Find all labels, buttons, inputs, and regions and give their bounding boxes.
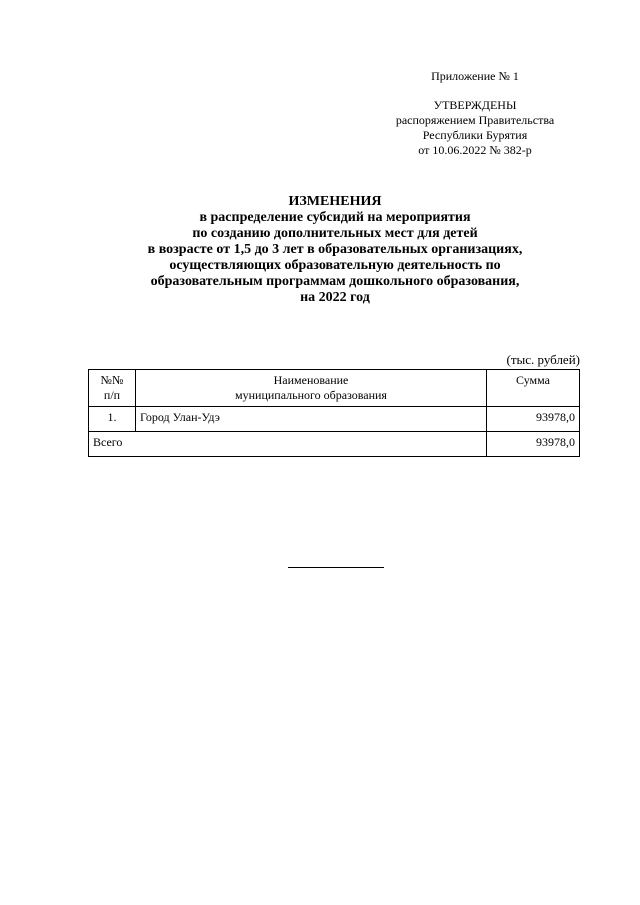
total-sum: 93978,0 <box>487 432 580 457</box>
approval-title: УТВЕРЖДЕНЫ <box>433 98 517 112</box>
title-line: в распределение субсидий на мероприятия <box>199 210 471 225</box>
total-row <box>89 432 580 457</box>
subsidy-table <box>88 369 580 457</box>
header-num-line2: п/п <box>103 388 121 402</box>
title-line: осуществляющих образовательную деятельность по <box>169 258 501 273</box>
title-line: ИЗМЕНЕНИЯ <box>288 194 382 209</box>
row-num: 1. <box>89 407 136 432</box>
approval-date-number: от 10.06.2022 № 382-р <box>418 143 532 157</box>
table-header-row <box>89 370 580 407</box>
row-sum: 93978,0 <box>487 407 580 432</box>
document-title <box>90 194 580 306</box>
table-row <box>89 407 580 432</box>
header-sum: Сумма <box>487 370 580 407</box>
title-line: на 2022 год <box>300 290 370 305</box>
header-num <box>89 370 136 407</box>
row-name: Город Улан-Удэ <box>136 407 487 432</box>
unit-label: (тыс. рублей) <box>506 352 580 367</box>
approval-stamp <box>380 98 570 158</box>
total-label: Всего <box>89 432 487 457</box>
header-name <box>136 370 487 407</box>
title-line: по созданию дополнительных мест для детей <box>192 226 478 241</box>
header-num-line1: №№ <box>100 373 124 387</box>
header-name-line2: муниципального образования <box>235 388 387 402</box>
header-name-line1: Наименование <box>273 373 349 387</box>
approval-republic: Республики Бурятия <box>422 128 528 142</box>
title-line: в возрасте от 1,5 до 3 лет в образовательных организациях, <box>147 242 523 257</box>
approval-order: распоряжением Правительства <box>395 113 555 127</box>
title-line: образовательным программам дошкольного образования, <box>150 274 520 289</box>
appendix-label: Приложение № 1 <box>431 69 519 83</box>
end-divider <box>288 567 384 568</box>
